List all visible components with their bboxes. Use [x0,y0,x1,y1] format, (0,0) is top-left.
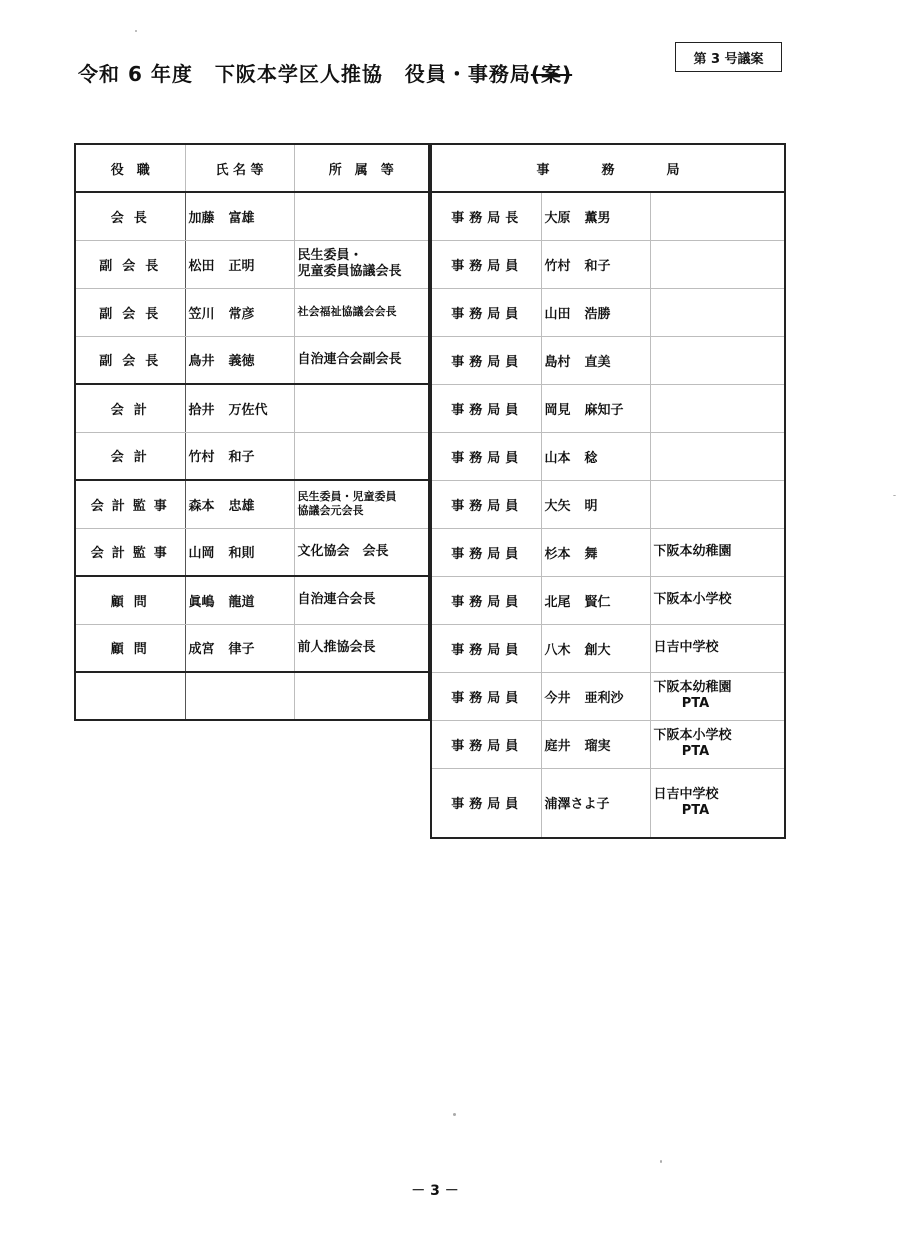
table-row [75,528,429,576]
officer-role [75,672,185,720]
officers-header-row [75,144,429,192]
officer-name: 眞嶋 龍道 [185,576,294,624]
officer-role: 会長 [75,192,185,240]
officers-table [74,143,430,721]
staff-affiliation [650,432,785,480]
scan-speck [453,1113,456,1116]
scan-speck [893,495,896,496]
staff-title: 事務局長 [431,192,541,240]
officer-name: 拾井 万佐代 [185,384,294,432]
staff-name: 杉本 舞 [541,528,650,576]
officer-affiliation: 文化協会 会長 [294,528,429,576]
agenda-number-box [675,42,782,72]
staff-title: 事務局員 [431,576,541,624]
officer-affiliation [294,432,429,480]
staff-affiliation: 下阪本小学校 [650,576,785,624]
officer-name: 鳥井 義徳 [185,336,294,384]
staff-name: 八木 創大 [541,624,650,672]
officer-role: 副会長 [75,240,185,288]
staff-name: 庭井 瑠実 [541,720,650,768]
staff-name: 大矢 明 [541,480,650,528]
staff-affiliation: 下阪本幼稚園 [650,528,785,576]
staff-title: 事務局員 [431,720,541,768]
staff-name: 山田 浩勝 [541,288,650,336]
table-row [75,384,429,432]
table-row [75,624,429,672]
header-role: 役 職 [75,144,185,192]
officer-affiliation: 自治連合会長 [294,576,429,624]
staff-affiliation [650,288,785,336]
table-row [431,576,785,624]
staff-name: 北尾 賢仁 [541,576,650,624]
staff-name: 山本 稔 [541,432,650,480]
scan-speck [135,30,137,32]
staff-title: 事務局員 [431,240,541,288]
staff-affiliation: 日吉中学校 [650,624,785,672]
staff-name: 島村 直美 [541,336,650,384]
officer-name: 山岡 和則 [185,528,294,576]
title-body: 下阪本学区人推協 [214,62,383,86]
officer-role: 会計監事 [75,528,185,576]
officer-name: 加藤 富雄 [185,192,294,240]
officer-name: 松田 正明 [185,240,294,288]
title-year: 令和 6 年度 [78,62,193,86]
staff-title: 事務局員 [431,432,541,480]
header-secretariat: 事 務 局 [431,144,785,192]
officer-affiliation: 自治連合会副会長 [294,336,429,384]
officer-name: 成宮 律子 [185,624,294,672]
staff-title: 事務局員 [431,288,541,336]
staff-title: 事務局員 [431,672,541,720]
table-row [431,480,785,528]
officer-role: 会計監事 [75,480,185,528]
staff-affiliation: 下阪本小学校 PTA [650,720,785,768]
table-row [431,288,785,336]
officer-role: 会計 [75,384,185,432]
table-row [75,336,429,384]
table-row [431,672,785,720]
staff-title: 事務局員 [431,384,541,432]
officer-affiliation [294,672,429,720]
staff-title: 事務局員 [431,768,541,838]
officer-role: 副会長 [75,336,185,384]
staff-name: 浦澤さよ子 [541,768,650,838]
header-affiliation: 所 属 等 [294,144,429,192]
staff-name: 岡見 麻知子 [541,384,650,432]
officer-affiliation [294,192,429,240]
page-number: － 3 － [411,1183,459,1199]
staff-affiliation [650,240,785,288]
staff-affiliation: 日吉中学校 PTA [650,768,785,838]
table-row [431,528,785,576]
page-title [78,58,572,87]
table-row [431,768,785,838]
staff-title: 事務局員 [431,528,541,576]
staff-name: 今井 亜利沙 [541,672,650,720]
table-row [431,336,785,384]
officer-name: 竹村 和子 [185,432,294,480]
table-row [75,288,429,336]
table-row [431,624,785,672]
staff-affiliation [650,192,785,240]
staff-affiliation [650,336,785,384]
staff-name: 大原 薫男 [541,192,650,240]
officer-name: 森本 忠雄 [185,480,294,528]
officer-role: 副会長 [75,288,185,336]
officer-role: 顧問 [75,576,185,624]
title-subject: 役員・事務局 [404,62,531,86]
table-row [75,240,429,288]
staff-title: 事務局員 [431,624,541,672]
officer-affiliation: 民生委員・ 児童委員協議会長 [294,240,429,288]
staff-title: 事務局員 [431,336,541,384]
table-row [75,432,429,480]
table-row [431,240,785,288]
staff-affiliation [650,480,785,528]
title-struck-draft-mark: (案) [530,62,573,86]
table-row [75,576,429,624]
table-row [431,384,785,432]
staff-name: 竹村 和子 [541,240,650,288]
officer-affiliation: 社会福祉協議会会長 [294,288,429,336]
officer-affiliation [294,384,429,432]
staff-affiliation [650,384,785,432]
table-row [431,720,785,768]
officer-name: 笠川 常彦 [185,288,294,336]
scan-speck [660,1160,662,1163]
secretariat-header-row [431,144,785,192]
staff-affiliation: 下阪本幼稚園 PTA [650,672,785,720]
table-row [431,192,785,240]
table-row [75,192,429,240]
table-row [75,480,429,528]
secretariat-table [430,143,786,839]
officer-name [185,672,294,720]
table-row [431,432,785,480]
staff-title: 事務局員 [431,480,541,528]
header-name: 氏 名 等 [185,144,294,192]
officer-affiliation: 民生委員・児童委員 協議会元会長 [294,480,429,528]
officer-affiliation: 前人推協会長 [294,624,429,672]
table-row [75,672,429,720]
officer-role: 顧問 [75,624,185,672]
officer-role: 会計 [75,432,185,480]
agenda-label: 第 3 号議案 [693,51,764,67]
